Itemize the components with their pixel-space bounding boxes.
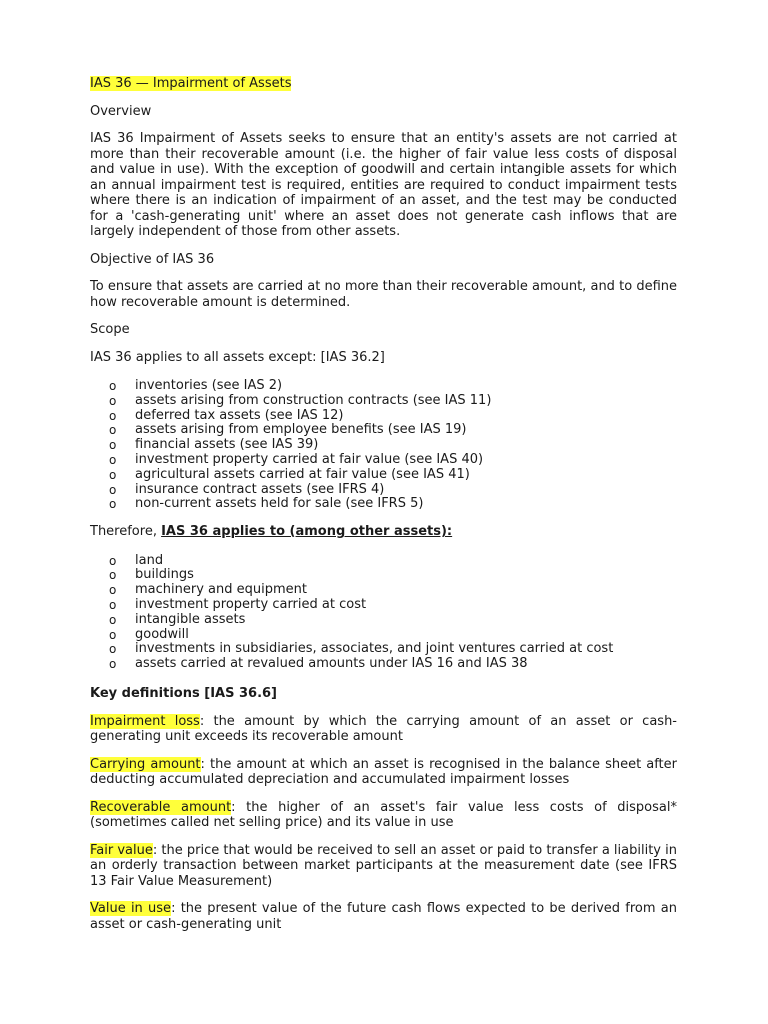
therefore-emphasis: IAS 36 applies to (among other assets): <box>161 524 453 540</box>
list-item: o agricultural assets carried at fair value (see IAS 41) <box>135 468 677 483</box>
list-item: o intangible assets <box>135 613 677 628</box>
list-item: o investment property carried at fair value (see IAS 40) <box>135 453 677 468</box>
list-item: o financial assets (see IAS 39) <box>135 438 677 453</box>
objective-paragraph: To ensure that assets are carried at no more than their recoverable amount, and to define how recoverable amount is determined. <box>90 279 677 310</box>
definition-term: Value in use <box>90 901 172 917</box>
list-item: o goodwill <box>135 628 677 643</box>
scope-heading: Scope <box>90 322 130 337</box>
therefore-prefix: Therefore, <box>90 524 162 540</box>
definition-text: : the present value of the future cash flows expected to be derived from an asset or cash-generating unit <box>90 901 678 932</box>
definition-fair-value <box>90 843 677 890</box>
definition-impairment-loss <box>90 714 677 745</box>
list-item: o investments in subsidiaries, associates, and joint ventures carried at cost <box>135 642 677 657</box>
document-body <box>90 76 677 932</box>
scope-intro: IAS 36 applies to all assets except: [IAS 36.2] <box>90 349 385 365</box>
exceptions-list <box>90 379 677 512</box>
list-item: o inventories (see IAS 2) <box>135 379 677 394</box>
applies-list <box>90 554 677 672</box>
definition-term: Recoverable amount <box>90 799 232 815</box>
definition-carrying-amount <box>90 757 677 788</box>
document-title <box>90 76 677 92</box>
list-item: o assets carried at revalued amounts under IAS 16 and IAS 38 <box>135 657 677 672</box>
therefore-line <box>90 524 677 540</box>
list-item: o assets arising from construction contracts (see IAS 11) <box>135 394 677 409</box>
definition-term: Carrying amount <box>90 756 201 772</box>
key-definitions-heading: Key definitions [IAS 36.6] <box>90 686 277 702</box>
list-item: o insurance contract assets (see IFRS 4) <box>135 483 677 498</box>
list-item: o assets arising from employee benefits (see IAS 19) <box>135 423 677 438</box>
definition-term: Fair value <box>90 842 153 858</box>
definition-text: : the amount at which an asset is recognised in the balance sheet after deducting accumulated depreciation and accumulated impairment losses <box>90 756 677 788</box>
definition-text: : the amount by which the carrying amount of an asset or cash-generating unit exceeds its recoverable amount <box>90 713 678 745</box>
overview-paragraph: IAS 36 Impairment of Assets seeks to ensure that an entity's assets are not carried at more than their recoverable amount (i.e. the higher of fair value less costs of disposal and value in use). With the exception of goodwill and certain intangible assets for which an annual impairment test is required, entities are required to conduct impairment tests where there is an indication of impairment of an asset, and the test may be conducted for a 'cash-generating unit' where an asset does not generate cash inflows that are largely independent of those from other assets. <box>90 131 677 239</box>
definition-recoverable-amount <box>90 800 677 831</box>
list-item: o machinery and equipment <box>135 583 677 598</box>
document-title-text: IAS 36 — Impairment of Assets <box>90 76 292 91</box>
definition-value-in-use <box>90 901 677 932</box>
overview-heading: Overview <box>90 103 152 119</box>
definition-term: Impairment loss <box>90 713 200 729</box>
definition-text: : the higher of an asset's fair value less costs of disposal* (sometimes called net selling price) and its value in use <box>90 799 677 831</box>
list-item: o non-current assets held for sale (see IFRS 5) <box>135 497 677 512</box>
definition-text: : the price that would be received to sell an asset or paid to transfer a liability in an orderly transaction between market participants at the measurement date (see IFRS 13 Fair Value Measurement) <box>90 842 677 889</box>
list-item: o land <box>135 554 677 569</box>
objective-heading: Objective of IAS 36 <box>90 251 215 267</box>
list-item: o buildings <box>135 568 677 583</box>
list-item: o deferred tax assets (see IAS 12) <box>135 409 677 424</box>
list-item: o investment property carried at cost <box>135 598 677 613</box>
